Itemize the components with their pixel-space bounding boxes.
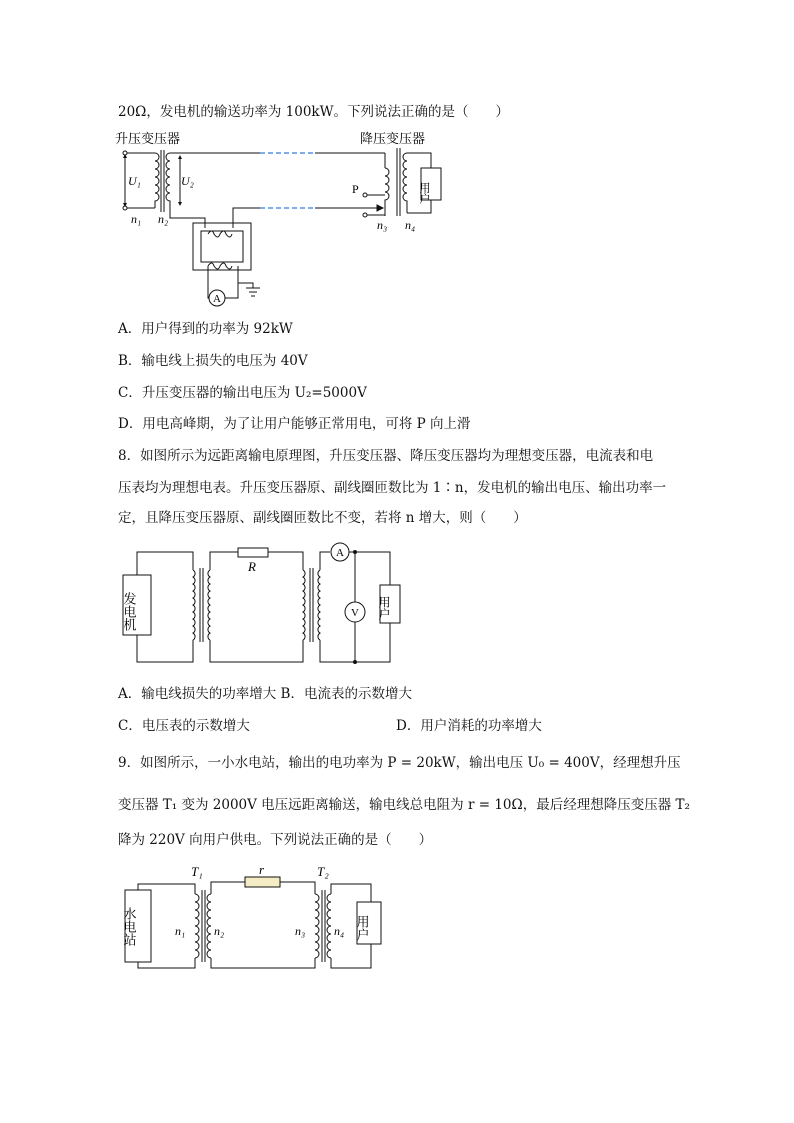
resistor-r-label: R <box>248 559 256 574</box>
q8-stem-line-1: 8．如图所示为远距离输电原理图，升压变压器、降压变压器均为理想变压器，电流表和电 <box>118 448 654 464</box>
q7-option-c: C．升压变压器的输出电压为 U₂=5000V <box>118 385 367 401</box>
q9-circuit-diagram <box>121 862 395 974</box>
step-down-label: 降压变压器 <box>360 131 426 146</box>
generator-label: 发电机 <box>121 592 137 631</box>
station-label: 水电站 <box>121 907 137 946</box>
step-up-label: 升压变压器 <box>115 131 181 146</box>
user-label: 用户 <box>377 596 391 620</box>
user-label: 用户 <box>418 182 430 204</box>
q9-stem-line-1: 9．如图所示，一小水电站，输出的电功率为 P = 20kW，输出电压 U₀ = 400V，经理想升压 <box>118 755 681 771</box>
u1-label: U₁ <box>128 174 141 188</box>
n1-label: n₁ <box>131 212 142 226</box>
ammeter-label: A <box>336 547 344 559</box>
q8-stem-line-2: 压表均为理想电表。升压变压器原、副线圈匝数比为 1∶n，发电机的输出电压、输出功率一 <box>118 480 667 496</box>
t1-label: T₁ <box>191 864 203 879</box>
q9-stem-line-3: 降为 220V 向用户供电。下列说法正确的是（ ） <box>118 832 433 848</box>
ammeter-label: A <box>213 293 221 305</box>
voltmeter-label: V <box>351 607 359 619</box>
n1-label: n₁ <box>175 924 186 938</box>
q8-stem-line-3: 定，且降压变压器原、副线圈匝数比不变，若将 n 增大，则（ ） <box>118 510 527 526</box>
n2-label: n₂ <box>158 212 169 226</box>
n3-label: n₃ <box>377 218 388 232</box>
slider-p-label: P <box>352 182 359 196</box>
n2-label: n₂ <box>214 924 225 938</box>
q8-options-ab: A．输电线损失的功率增大 B．电流表的示数增大 <box>118 686 412 702</box>
q7-option-b: B．输电线上损失的电压为 40V <box>118 353 308 369</box>
u2-label: U₂ <box>181 174 194 188</box>
q7-option-a: A．用户得到的功率为 92kW <box>118 321 293 337</box>
q7-circuit-diagram <box>115 128 445 313</box>
user-label: 用户 <box>354 915 370 941</box>
q9-stem-line-2: 变压器 T₁ 变为 2000V 电压远距离输送，输电线总电阻为 r = 10Ω，最后经理想降压变压器 T₂ <box>118 797 690 813</box>
q7-stem-tail: 20Ω，发电机的输送功率为 100kW。下列说法正确的是（ ） <box>118 104 509 120</box>
q8-option-d: D．用户消耗的功率增大 <box>396 718 542 734</box>
q7-option-d: D．用电高峰期，为了让用户能够正常用电，可将 P 向上滑 <box>118 416 471 432</box>
n4-label: n₄ <box>334 924 345 938</box>
resistor-r-label: r <box>259 862 265 877</box>
q8-circuit-diagram <box>118 540 398 670</box>
q8-option-c: C．电压表的示数增大 <box>118 718 250 734</box>
n3-label: n₃ <box>295 924 306 938</box>
t2-label: T₂ <box>317 864 329 879</box>
n4-label: n₄ <box>405 218 416 232</box>
